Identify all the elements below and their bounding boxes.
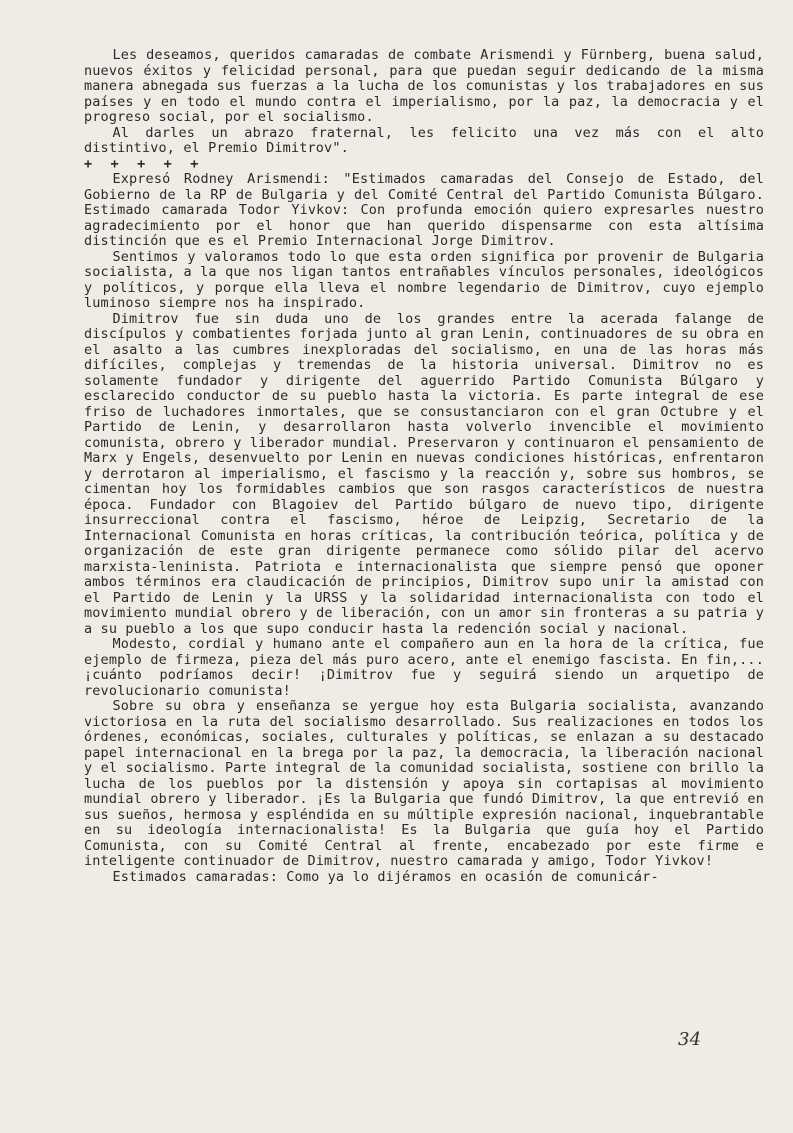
paragraph-closing-wishes: Les deseamos, queridos camaradas de combate Arismendi y Fürnberg, buena salud, nuevos éxitos y felicidad personal, para que puedan seguir dedicando de la misma manera abnegada sus fuerzas a la lucha de los comunistas y los trabajadores en sus países y en todo el mundo contra el imperialismo, por la paz, la democracia y el progreso social, por el socialismo. bbox=[84, 47, 764, 125]
paragraph-bulgaria-socialista: Sobre su obra y enseñanza se yergue hoy esta Bulgaria socialista, avanzando victoriosa en la ruta del socialismo desarrollado. Sus realizaciones en todos los órdenes, económicas, sociales, culturales y políticas, se enlazan a su destacado papel internacional en la brega por la paz, la democracia, la liberación nacional y el socialismo. Parte integral de la comunidad socialista, sostiene con brillo la lucha de los pueblos por la distensión y apoya sin cortapisas al movimiento mundial obrero y liberador. ¡Es la Bulgaria que fundó Dimitrov, la que entrevió en sus sueños, hermosa y espléndida en su múltiple expresión nacional, inquebrantable en su ideología internacionalista! Es la Bulgaria que guía hoy el Partido Comunista, con su Comité Central al frente, encabezado por este firme e inteligente continuador de Dimitrov, nuestro camarada y amigo, Todor Yivkov! bbox=[84, 698, 764, 869]
section-separator: + + + + + bbox=[84, 155, 199, 172]
page-number: 34 bbox=[678, 1029, 702, 1050]
paragraph-arismendi-opening: Expresó Rodney Arismendi: "Estimados camaradas del Consejo de Estado, del Gobierno de la RP de Bulgaria y del Comité Central del Partido Comunista Búlgaro. Estimado camarada Todor Yivkov: Con profunda emoción quiero expresarles nuestro agradecimiento por el honor que han querido dispensarme con esta altísima distinción que es el Premio Internacional Jorge Dimitrov. bbox=[84, 171, 764, 249]
paragraph-modesto: Modesto, cordial y humano ante el compañero aun en la hora de la crítica, fue ejemplo de firmeza, pieza del más puro acero, ante el enemigo fascista. En fin,...¡cuánto podríamos decir! ¡Dimitrov fue y seguirá siendo un arquetipo de revolucionario comunista! bbox=[84, 636, 764, 699]
paragraph-estimados: Estimados camaradas: Como ya lo dijéramos en ocasión de comunicár- bbox=[112, 868, 659, 885]
paragraph-bulgaria-ties: Sentimos y valoramos todo lo que esta orden significa por provenir de Bulgaria socialista, a la que nos ligan tantos entrañables vínculos personales, ideológicos y políticos, y porque ella lleva el nombre legendario de Dimitrov, cuyo ejemplo luminoso siempre nos ha inspirado. bbox=[84, 248, 764, 311]
paragraph-embrace: Al darles un abrazo fraternal, les felicito una vez más con el alto distintivo, el Premio Dimitrov". bbox=[84, 124, 764, 156]
body-text bbox=[84, 48, 764, 885]
paragraph-dimitrov-legacy: Dimitrov fue sin duda uno de los grandes entre la acerada falange de discípulos y combatientes forjada junto al gran Lenin, continuadores de su obra en el asalto a las cumbres inexploradas del socialismo, en una de las horas más difíciles, complejas y tremendas de la historia universal. Dimitrov no es solamente fundador y dirigente del aguerrido Partido Comunista Búlgaro y esclarecido conductor de su pueblo hasta la victoria. Es parte integral de ese friso de luchadores inmortales, que se consustanciaron con el gran Octubre y el Partido de Lenin, y desarrollaron hasta volverlo invencible el movimiento comunista, obrero y liberador mundial. Preservaron y continuaron el pensamiento de Marx y Engels, desenvuelto por Lenin en nuevas condiciones históricas, enfrentaron y derrotaron al imperialismo, el fascismo y la reacción y, sobre sus hombros, se cimentan hoy los formidables cambios que son rasgos característicos de nuestra época. Fundador con Blagoiev del Partido búlgaro de nuevo tipo, dirigente insurreccional contra el fascismo, héroe de Leipzig, Secretario de la Internacional Comunista en horas críticas, la contribución teórica, política y de organización de este gran dirigente permanece como sólido pilar del acervo marxista-leninista. Patriota e internacionalista que siempre pensó que oponer ambos términos era claudicación de principios, Dimitrov supo unir la amistad con el Partido de Lenin y la URSS y la solidaridad internacionalista con todo el movimiento mundial obrero y de liberación, con un amor sin fronteras a su patria y a su pueblo a los que supo conducir hasta la redención social y nacional. bbox=[84, 310, 764, 637]
